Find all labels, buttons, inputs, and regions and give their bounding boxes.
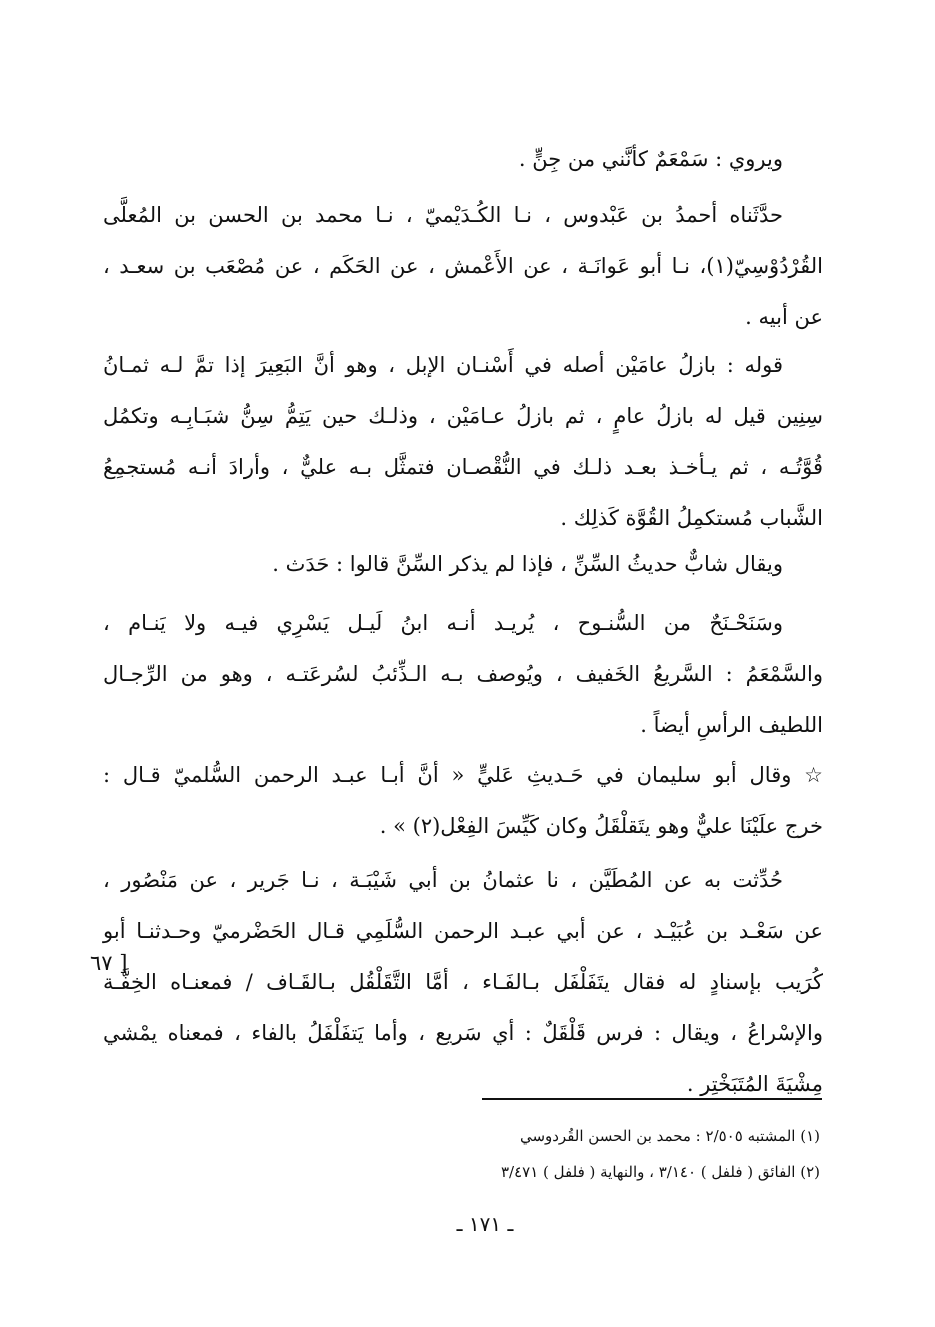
text-line: ويقال شابٌّ حديثُ السِّنِّ ، فإذا لم يذكر السِّنَّ قالوا : حَدَث . — [272, 552, 783, 576]
text-line: وسَنَحْـنَحٌ من السُّنـوح ، يُريـد أنـه ابنُ لَيـل يَسْرِي فيـه ولا يَنـام ، — [103, 611, 783, 635]
text-line: اللطيف الرأسِ أيضاً . — [640, 713, 823, 737]
text-line: كُرَيب بإسنادٍ له فقال يتَفَلْفَل بـالفَـاء ، أمَّا التَّقَلْقُل بـالقَـاف / فمعنـاه الخِفَّـة — [103, 970, 823, 994]
text-line: عن سَعْـد بن عُبَيْـد ، عن أبي عبـد الرحمن السُّلَمِي قـال الحَضْرميّ وحـدثنـا أبو — [103, 919, 823, 943]
paragraph-bazil — [103, 340, 823, 544]
paragraph-riwaya — [103, 134, 823, 185]
text-line: ويروي : سَمْعَمٌ كأنَّني من جِنٍّ . — [518, 147, 783, 171]
text-line: قوله : بازلُ عامَيْن أصله في أَسْنـان الإبل ، وهو أنَّ البَعِيرَ إذا تمَّ لـه ثمـانُ — [103, 353, 783, 377]
footnote-separator — [482, 1098, 822, 1100]
page-number: ـ ١٧١ ـ — [456, 1212, 514, 1236]
text-line: القُرْدُوْسِيّ(١)، نـا أبو عَوانَـة ، عن الأَعْمش ، عن الحَكَم ، عن مُصْعَب بن سعـد ، — [103, 254, 823, 278]
text-line: الشَّباب مُستكمِلُ القُوَّة كَذلِك . — [560, 506, 823, 530]
text-line: والسَّمْعَمُ : السَّريعُ الخَفيف ، ويُوصف بـه الـذِّئبُ لسُرعَتـه ، وهو من الرِّجـال — [103, 662, 823, 686]
text-line: خرج علَيْنَا عليٌّ وهو يتَقلْقَلُ وكان كَيِّسَ الفِعْل(٢) » . — [379, 814, 823, 838]
original-page-marker: [ ٦٧ — [90, 951, 128, 975]
text-line: حُدِّثت به عن المُطَيَّن ، نا عثمانُ بن أبي شَيْبَـة ، نـا جَرير ، عن مَنْصُور ، — [103, 868, 783, 892]
footnote-2: (٢) الفائق ( فلفل ) ٣/١٤٠ ، والنهاية ( فلفل ) ٣/٤٧١ — [501, 1163, 820, 1181]
text-line: ☆ وقال أبو سليمان في حَـديثِ عَليٍّ « أنَّ أبـا عبـد الرحمن السُّلميّ قـال : — [103, 763, 823, 787]
text-line: سِنِين قيل له بازلُ عامٍ ، ثم بازلُ عـامَيْن ، وذلـك حين يَتِمُّ سِنُّ شبَـابِـه وتكمُل — [103, 404, 823, 428]
paragraph-isnad-1 — [103, 190, 823, 343]
paragraph-shabb — [103, 539, 823, 590]
text-line: حدَّثَناه أحمدُ بن عَبْدوس ، نـا الكُـدَيْميّ ، نـا محمد بن الحسن بن المُعلَّى — [103, 203, 783, 227]
text-line: عن أبيه . — [745, 305, 823, 329]
text-line: والإسْراعُ ، ويقال : فرس قَلْقَلٌ : أي سَريع ، وأما يَتفَلْفَلُ بالفاء ، فمعناه يمْشي — [103, 1021, 823, 1045]
text-line: مِشْيَةَ المُتَبَخْتِر . — [686, 1072, 823, 1096]
footnote-1: (١) المشتبه ٢/٥٠٥ : محمد بن الحسن القُردوسي — [519, 1127, 820, 1145]
paragraph-sanahnah — [103, 598, 823, 751]
text-line: قُوَّتُـه ، ثم يـأخـذ بعـد ذلـك في النُّقْصـان فتمثَّل بـه عليٌّ ، وأرادَ أنـه مُستجمِعُ — [103, 455, 823, 479]
paragraph-isnad-2 — [103, 855, 823, 1110]
paragraph-abu-sulayman — [103, 750, 823, 852]
